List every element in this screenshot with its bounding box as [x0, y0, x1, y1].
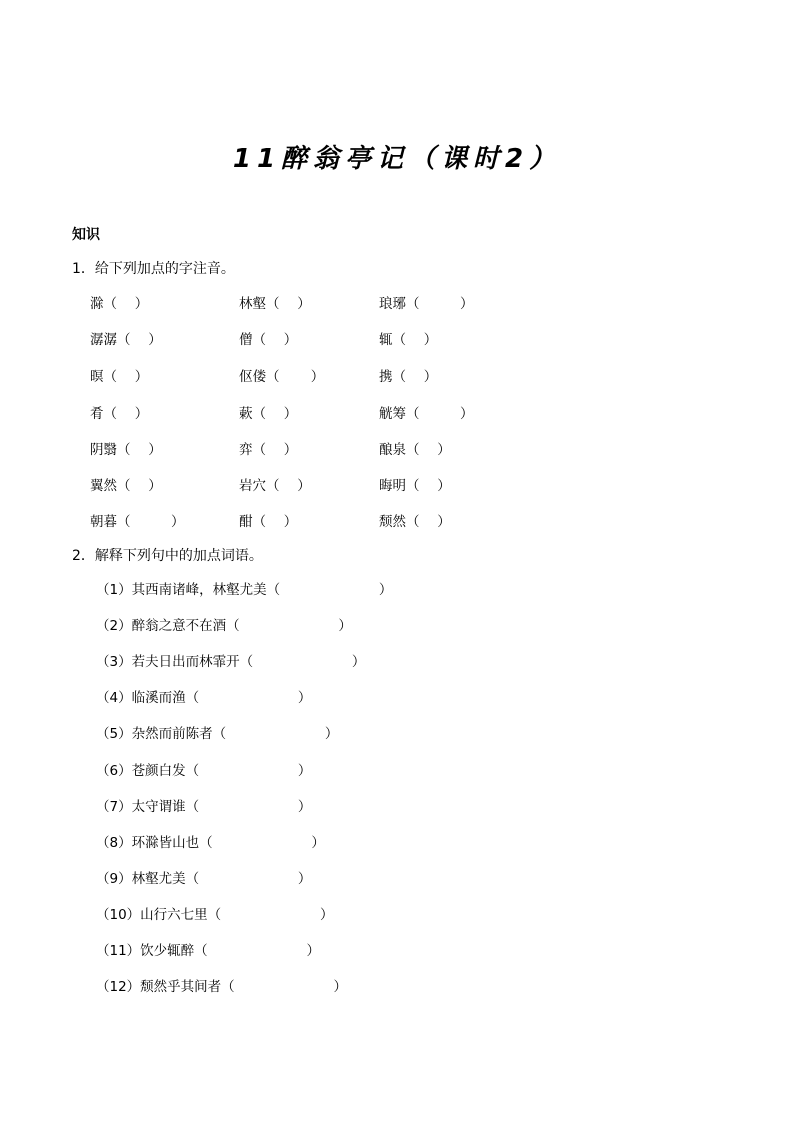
grid-cell: 滁（ ）: [90, 296, 149, 312]
grid-cell: 晦明（ ）: [379, 478, 451, 494]
list-item: （6）苍颜白发（ ）: [96, 763, 312, 779]
grid-cell: 肴（ ）: [90, 406, 149, 422]
list-item: （12）颓然乎其间者（ ）: [96, 979, 347, 995]
grid-cell: 林壑（ ）: [239, 296, 311, 312]
grid-cell: 弈（ ）: [239, 442, 298, 458]
grid-cell: 翼然（ ）: [90, 478, 162, 494]
grid-cell: 潺潺（ ）: [90, 332, 162, 348]
grid-cell: 琅琊（ ）: [379, 296, 474, 312]
grid-cell: 蔌（ ）: [239, 406, 298, 422]
question-1-label: 1．给下列加点的字注音。: [72, 261, 235, 277]
list-item: （9）林壑尤美（ ）: [96, 871, 312, 887]
grid-cell: 伛偻（ ）: [239, 369, 325, 385]
grid-cell: 朝暮（ ）: [90, 514, 185, 530]
list-item: （11）饮少辄醉（ ）: [96, 943, 320, 959]
list-item: （1）其西南诸峰，林壑尤美（ ）: [96, 582, 393, 598]
list-item: （8）环滁皆山也（ ）: [96, 835, 325, 851]
section-heading: 知识: [72, 227, 100, 243]
grid-cell: 觥筹（ ）: [379, 406, 474, 422]
grid-cell: 阴翳（ ）: [90, 442, 162, 458]
grid-cell: 酣（ ）: [239, 514, 298, 530]
grid-cell: 暝（ ）: [90, 369, 149, 385]
grid-cell: 颓然（ ）: [379, 514, 451, 530]
grid-cell: 僧（ ）: [239, 332, 298, 348]
list-item: （2）醉翁之意不在酒（ ）: [96, 618, 352, 634]
list-item: （3）若夫日出而林霏开（ ）: [96, 654, 366, 670]
grid-cell: 岩穴（ ）: [239, 478, 311, 494]
list-item: （4）临溪而渔（ ）: [96, 690, 312, 706]
grid-cell: 辄（ ）: [379, 332, 438, 348]
list-item: （10）山行六七里（ ）: [96, 907, 334, 923]
question-2-label: 2．解释下列句中的加点词语。: [72, 548, 263, 564]
grid-cell: 酿泉（ ）: [379, 442, 451, 458]
grid-cell: 携（ ）: [379, 369, 438, 385]
list-item: （5）杂然而前陈者（ ）: [96, 726, 339, 742]
page-title: 11醉翁亭记（课时2）: [232, 144, 562, 174]
list-item: （7）太守谓谁（ ）: [96, 799, 312, 815]
